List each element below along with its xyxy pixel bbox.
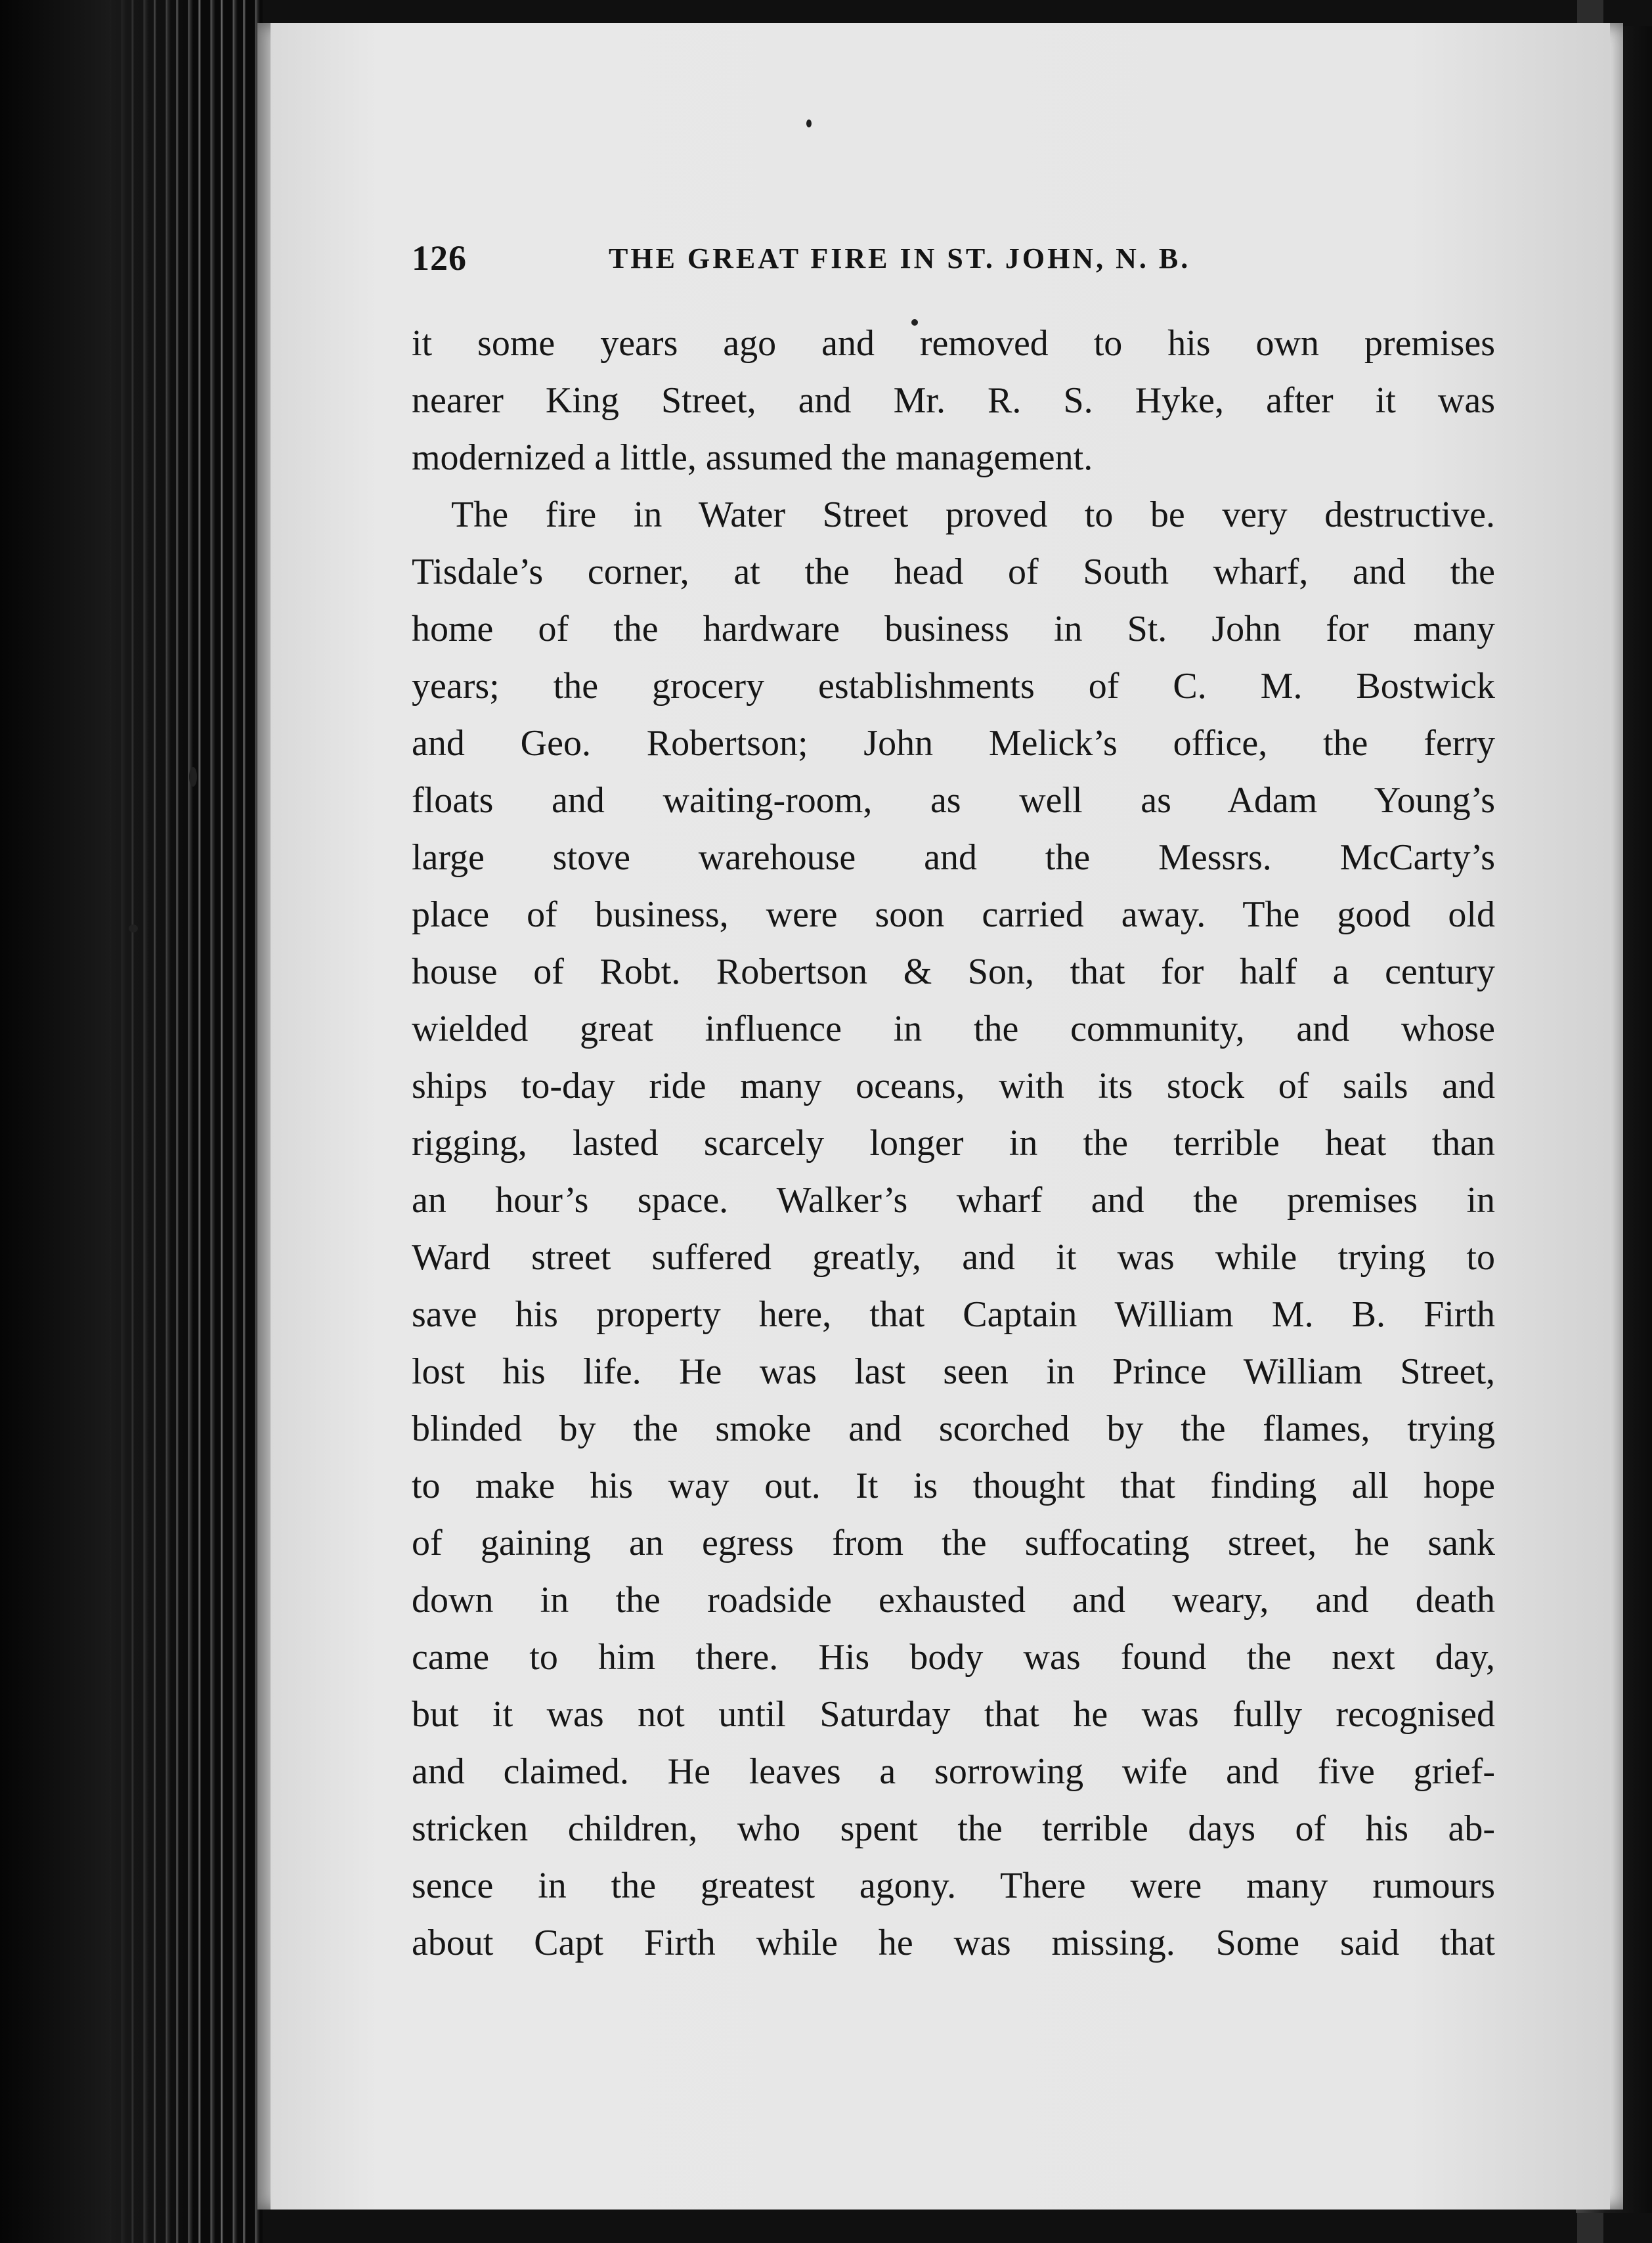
text-line: came to him there. His body was found the next day, bbox=[412, 1637, 1495, 1678]
text-line: wielded great influence in the community, and whose bbox=[412, 1009, 1495, 1049]
text-line: down in the roadside exhausted and weary, and death bbox=[412, 1580, 1495, 1621]
text-line: house of Robt. Robertson & Son, that for half a century bbox=[412, 951, 1495, 992]
text-line: ships to-day ride many oceans, with its stock of sails and bbox=[412, 1066, 1495, 1106]
text-line: to make his way out. It is thought that finding all hope bbox=[412, 1466, 1495, 1506]
text-line: floats and waiting-room, as well as Adam Young’s bbox=[412, 780, 1495, 821]
text-line: rigging, lasted scarcely longer in the terrible heat than bbox=[412, 1123, 1495, 1164]
running-head bbox=[412, 238, 1311, 277]
body-text bbox=[412, 315, 1495, 1972]
text-line: it some years ago and removed to his own premises bbox=[412, 323, 1495, 364]
text-line: save his property here, that Captain William M. B. Firth bbox=[412, 1294, 1495, 1335]
text-line: sence in the greatest agony. There were many rumours bbox=[412, 1865, 1495, 1906]
text-line: Ward street suffered greatly, and it was while trying to bbox=[412, 1237, 1495, 1278]
text-line: and Geo. Robertson; John Melick’s office, the ferry bbox=[412, 723, 1495, 764]
text-line: but it was not until Saturday that he was fully recognised bbox=[412, 1694, 1495, 1735]
text-line: nearer King Street, and Mr. R. S. Hyke, after it was bbox=[412, 380, 1495, 421]
scan-speck bbox=[129, 925, 138, 932]
text-line: place of business, were soon carried away. The good old bbox=[412, 894, 1495, 935]
text-line: blinded by the smoke and scorched by the flames, trying bbox=[412, 1408, 1495, 1449]
text-line: and claimed. He leaves a sorrowing wife and five grief- bbox=[412, 1751, 1495, 1792]
text-line: Tisdale’s corner, at the head of South wharf, and the bbox=[412, 552, 1495, 592]
text-line: lost his life. He was last seen in Prince William Street, bbox=[412, 1351, 1495, 1392]
page-number: 126 bbox=[412, 238, 467, 278]
scan-speck bbox=[189, 767, 197, 787]
book-title: THE GREAT FIRE IN ST. JOHN, N. B. bbox=[609, 242, 1191, 274]
text-line: home of the hardware business in St. John for many bbox=[412, 609, 1495, 649]
text-line: large stove warehouse and the Messrs. McCarty’s bbox=[412, 837, 1495, 878]
text-line: modernized a little, assumed the management. bbox=[412, 437, 1093, 478]
text-line: years; the grocery establishments of C. M. Bostwick bbox=[412, 666, 1495, 707]
spine-shadow bbox=[0, 0, 197, 2243]
text-line: about Capt Firth while he was missing. Some said that bbox=[412, 1923, 1495, 1963]
text-line: an hour’s space. Walker’s wharf and the premises in bbox=[412, 1180, 1495, 1221]
text-line: The fire in Water Street proved to be very destructive. bbox=[451, 494, 1495, 535]
text-line: stricken children, who spent the terrible days of his ab- bbox=[412, 1808, 1495, 1849]
text-line: of gaining an egress from the suffocating street, he sank bbox=[412, 1523, 1495, 1563]
scan-speck bbox=[806, 120, 812, 127]
